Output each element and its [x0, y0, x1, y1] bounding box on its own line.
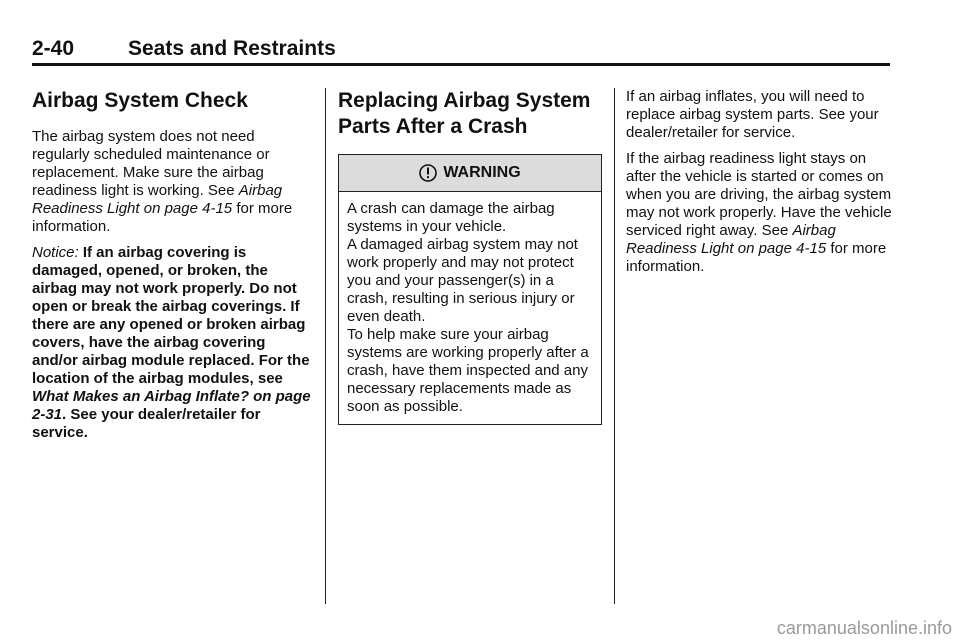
- paragraph-text: If the airbag readiness light stays on after the vehicle is started or comes on when you are driving, the airbag system may not work properly. Have the vehicle serviced right away. See: [626, 150, 892, 239]
- warning-paragraph: To help make sure your airbag systems are working properly after a crash, have them inspected and any necessary replacements made as soon as possible.: [347, 326, 589, 415]
- notice-paragraph: [32, 244, 312, 442]
- cross-reference-link[interactable]: Airbag Readiness Light on page 4-15: [32, 182, 283, 217]
- paragraph-readiness-light: [626, 150, 892, 276]
- column-right: [626, 88, 892, 276]
- heading-replacing-parts: Replacing Airbag System Parts After a Crash: [338, 89, 591, 138]
- column-left: [32, 88, 312, 442]
- notice-label: Notice:: [32, 244, 79, 261]
- cross-reference-link[interactable]: Airbag Readiness Light on page 4-15: [626, 222, 836, 257]
- heading-airbag-system-check: Airbag System Check: [32, 89, 248, 112]
- watermark: carmanualsonline.info: [776, 618, 952, 638]
- notice-text: If an airbag covering is damaged, opened, or broken, the airbag may not work properly. Do not open or break the airbag coverings. If there are any opened or broken airbag covers, have the airbag covering and/or airbag module replaced. For the location of the airbag modules, see: [32, 244, 310, 387]
- page-header: [32, 36, 890, 66]
- paragraph-tail: for more information.: [32, 200, 293, 235]
- column-middle: [338, 88, 603, 425]
- warning-title: WARNING: [443, 164, 521, 181]
- header-rule: [32, 63, 890, 66]
- paragraph-tail: for more information.: [626, 240, 887, 275]
- paragraph-text: The airbag system does not need regularly scheduled maintenance or replacement. Make sure the airbag readiness light is working. See: [32, 128, 270, 199]
- page-number: 2-40: [32, 37, 75, 60]
- column-divider: [614, 88, 615, 604]
- warning-icon: [419, 164, 437, 182]
- paragraph-inflates: If an airbag inflates, you will need to replace airbag system parts. See your dealer/retailer for service.: [626, 88, 879, 141]
- warning-paragraph: A damaged airbag system may not work properly and may not protect you and your passenger(s) in a crash, resulting in serious injury or even death.: [347, 236, 578, 325]
- warning-header: [339, 155, 601, 192]
- notice-tail: . See your dealer/retailer for service.: [32, 406, 261, 441]
- warning-box: [338, 154, 602, 425]
- warning-paragraph: A crash can damage the airbag systems in your vehicle.: [347, 200, 555, 235]
- paragraph-system-check: [32, 128, 312, 236]
- column-divider: [325, 88, 326, 604]
- warning-body: [339, 192, 601, 424]
- cross-reference-link[interactable]: What Makes an Airbag Inflate? on page 2-31: [32, 388, 311, 423]
- section-title: Seats and Restraints: [128, 37, 336, 60]
